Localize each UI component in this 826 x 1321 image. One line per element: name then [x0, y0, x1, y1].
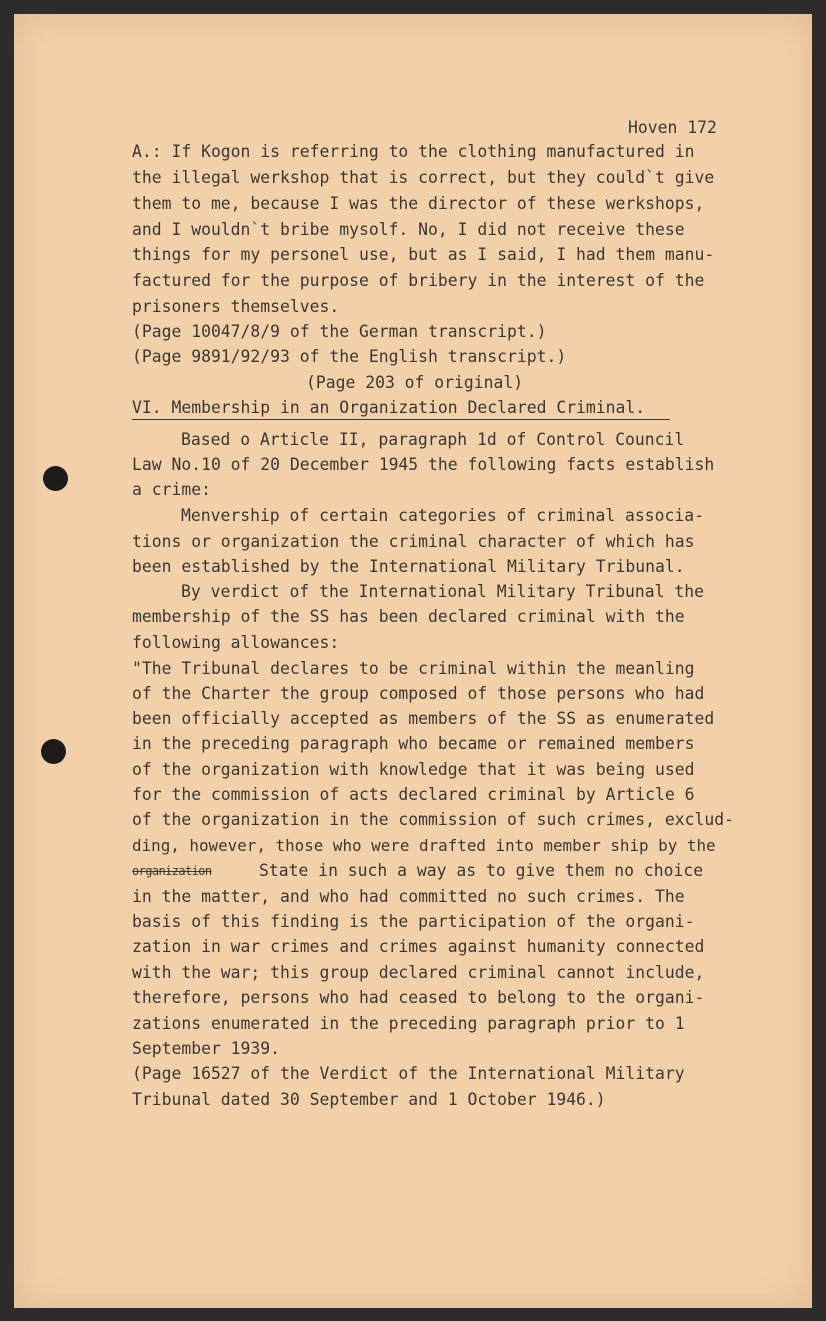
text-line: membership of the SS has been declared criminal with the [132, 607, 685, 626]
text-line: following allowances: [132, 633, 340, 652]
page-header: Hoven 172 [628, 118, 717, 137]
citation-line: (Page 10047/8/9 of the German transcript.) [132, 322, 547, 341]
quote-line: "The Tribunal declares to be criminal within the meanling [132, 659, 695, 678]
quote-line: zation in war crimes and crimes against humanity connected [132, 937, 705, 956]
text-line: things for my personel use, but as I said, I had them manu- [132, 245, 715, 264]
quote-line: of the organization in the commission of such crimes, exclud- [132, 810, 734, 829]
punch-hole-top [43, 466, 68, 491]
text-line: them to me, because I was the director of these werkshops, [132, 194, 705, 213]
quote-line: basis of this finding is the participation of the organi- [132, 912, 695, 931]
text-line: a crime: [132, 480, 211, 499]
quote-line: for the commission of acts declared criminal by Article 6 [132, 785, 695, 804]
document-page [14, 14, 812, 1308]
struck-word: organization [132, 864, 212, 878]
quote-line: September 1939. [132, 1039, 281, 1058]
quote-line: of the Charter the group composed of those persons who had [132, 684, 705, 703]
quote-line: ding, however, those who were drafted into member ship by the [132, 836, 716, 855]
quote-line: State in such a way as to give them no choice [259, 861, 704, 880]
text-line: and I wouldn`t bribe mysolf. No, I did not receive these [132, 220, 685, 239]
text-line: factured for the purpose of bribery in the interest of the [132, 271, 705, 290]
quote-line: with the war; this group declared criminal cannot include, [132, 963, 705, 982]
text-line: prisoners themselves. [132, 297, 340, 316]
text-line: tions or organization the criminal character of which has [132, 532, 695, 551]
heading-underline [132, 419, 670, 420]
quote-line: therefore, persons who had ceased to belong to the organi- [132, 988, 705, 1007]
quote-line: been officially accepted as members of the SS as enumerated [132, 709, 715, 728]
quote-line: in the preceding paragraph who became or remained members [132, 734, 695, 753]
text-line: Law No.10 of 20 December 1945 the following facts establish [132, 455, 715, 474]
text-line: been established by the International Military Tribunal. [132, 557, 685, 576]
text-line: Based o Article II, paragraph 1d of Control Council [181, 430, 685, 449]
quote-line: zations enumerated in the preceding paragraph prior to 1 [132, 1014, 685, 1033]
punch-hole-bottom [41, 739, 66, 764]
section-heading: VI. Membership in an Organization Declared Criminal. [132, 398, 646, 417]
text-line: A.: If Kogon is referring to the clothing manufactured in [132, 142, 695, 161]
text-line: Menvership of certain categories of criminal associa- [181, 506, 705, 525]
quote-line: in the matter, and who had committed no such crimes. The [132, 887, 685, 906]
citation-line: (Page 16527 of the Verdict of the International Military [132, 1064, 685, 1083]
citation-line: (Page 203 of original) [306, 373, 524, 392]
citation-line: Tribunal dated 30 September and 1 October 1946.) [132, 1090, 606, 1109]
text-line: the illegal werkshop that is correct, but they could`t give [132, 168, 715, 187]
citation-line: (Page 9891/92/93 of the English transcript.) [132, 347, 567, 366]
quote-line: of the organization with knowledge that it was being used [132, 760, 695, 779]
text-line: By verdict of the International Military Tribunal the [181, 582, 705, 601]
